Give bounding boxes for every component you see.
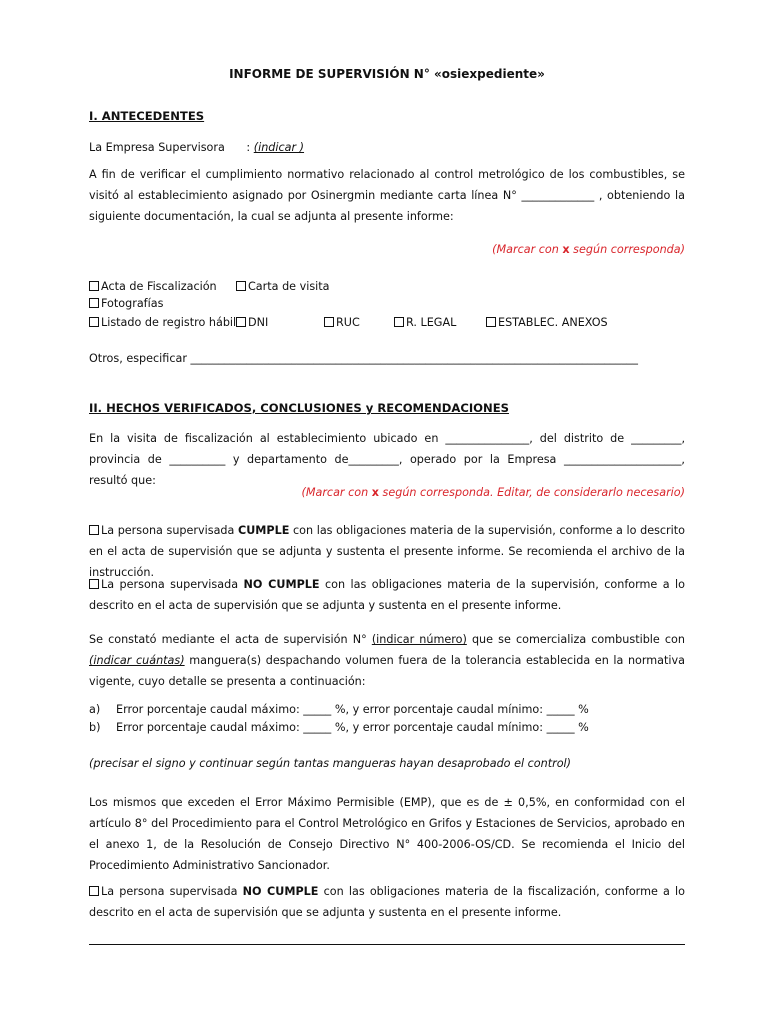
checkbox-acta-fiscalizacion[interactable]: Acta de Fiscalización <box>89 280 217 293</box>
checkbox-icon[interactable] <box>89 886 99 896</box>
empresa-value: (indicar ) <box>253 141 305 154</box>
constato-paragraph: Se constató mediante el acta de supervisión N° (indicar número) que se comercializa combustible con (indicar cuántas) manguera(s) despachando volumen fuera de la tolerancia establecida en la normativa vigente, cuyo detalle se presenta a continuación: <box>89 633 686 688</box>
hechos-paragraph: En la visita de fiscalización al establecimiento ubicado en _______________, del distrito de _________, provincia de __________ y departamento de_________, operado por la Empresa _____________________, resultó que: <box>89 432 685 487</box>
checkbox-icon[interactable] <box>324 317 334 327</box>
option-no-cumple-2: La persona supervisada NO CUMPLE con las obligaciones materia de la fiscalización, conforme a lo descrito en el acta de supervisión que se adjunta y sustenta en el presente informe. <box>89 885 685 919</box>
bottom-divider <box>89 944 685 945</box>
checkbox-dni[interactable]: DNI <box>236 316 268 329</box>
precisar-note: (precisar el signo y continuar según tantas mangueras hayan desaprobado el control) <box>89 757 572 770</box>
checkbox-ruc[interactable]: RUC <box>324 316 360 329</box>
checkbox-icon[interactable] <box>89 298 99 308</box>
empresa-separator: : <box>246 141 251 154</box>
marcar-instruction-1: (Marcar con x según corresponda) <box>492 243 685 256</box>
checkbox-icon[interactable] <box>89 579 99 589</box>
section-heading-antecedentes: I. ANTECEDENTES <box>89 109 205 123</box>
checkbox-icon[interactable] <box>89 317 99 327</box>
checkbox-icon[interactable] <box>236 281 246 291</box>
marcar-instruction-2: (Marcar con x según corresponda. Editar, de considerarlo necesario) <box>301 486 685 499</box>
antecedentes-paragraph: A fin de verificar el cumplimiento normativo relacionado al control metrológico de los combustibles, se visitó al establecimiento asignado por Osinergmin mediante carta línea N° _____________ , obteniendo la siguiente documentación, la cual se adjunta al presente informe: <box>89 168 685 223</box>
checkbox-listado-registro[interactable]: Listado de registro hábil <box>89 316 236 329</box>
checkbox-fotografias[interactable]: Fotografías <box>89 297 163 310</box>
section-heading-hechos: II. HECHOS VERIFICADOS, CONCLUSIONES y RECOMENDACIONES <box>89 401 509 415</box>
otros-especificar: Otros, especificar ________________________________________________________________________________ <box>89 352 638 365</box>
option-no-cumple-1: La persona supervisada NO CUMPLE con las obligaciones materia de la supervisión, conforme a lo descrito en el acta de supervisión que se adjunta y sustenta en el presente informe. <box>89 578 685 612</box>
report-title: INFORME DE SUPERVISIÓN N° «osiexpediente» <box>229 67 545 81</box>
list-item-b: b) Error porcentaje caudal máximo: _____ %, y error porcentaje caudal mínimo: _____ % <box>89 721 589 734</box>
option-cumple: La persona supervisada CUMPLE con las obligaciones materia de la supervisión, conforme a lo descrito en el acta de supervisión que se adjunta y sustenta el presente informe. Se recomienda el archivo de la instrucción. <box>89 524 685 579</box>
checkbox-icon[interactable] <box>486 317 496 327</box>
empresa-supervisora-line <box>89 141 304 154</box>
checkbox-icon[interactable] <box>236 317 246 327</box>
checkbox-icon[interactable] <box>89 525 99 535</box>
emp-paragraph: Los mismos que exceden el Error Máximo Permisible (EMP), que es de ± 0,5%, en conformidad con el artículo 8° del Procedimiento para el Control Metrológico en Grifos y Estaciones de Servicios, aprobado en el anexo 1, de la Resolución de Consejo Directivo N° 400-2006-OS/CD. Se recomienda el Inicio del Procedimiento Administrativo Sancionador. <box>89 796 685 872</box>
list-item-a: a) Error porcentaje caudal máximo: _____ %, y error porcentaje caudal mínimo: _____ % <box>89 703 589 716</box>
empresa-label: La Empresa Supervisora <box>89 141 225 154</box>
checkbox-r-legal[interactable]: R. LEGAL <box>394 316 456 329</box>
checkbox-establec-anexos[interactable]: ESTABLEC. ANEXOS <box>486 316 608 329</box>
checkbox-carta-visita[interactable]: Carta de visita <box>236 280 330 293</box>
checkbox-icon[interactable] <box>394 317 404 327</box>
checkbox-icon[interactable] <box>89 281 99 291</box>
